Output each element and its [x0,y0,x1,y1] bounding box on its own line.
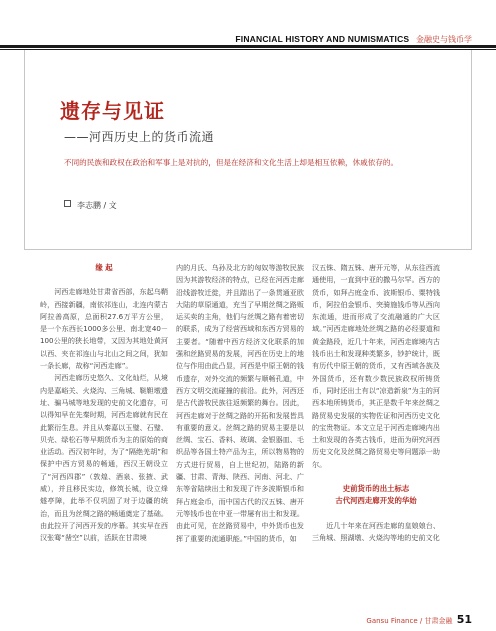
body-column-2 [176,262,304,545]
body-column-3 [312,262,440,544]
paragraph: 汉五铢、隋五铢、唐开元等，从东往西流通使用，一直到中亚的撒马尔罕。西方的货币，如拜占庭金币、波斯银币、粟特钱币，阿拉伯金银币、突骑施钱币等从西向东流通，进而形成了交流融通的广大区域。”河西走廊地处丝绸之路的必经要道和黄金路段，近几十年来，河西走廊境内古钱币出土和发现种类繁多，钞护统计，既有历代中原王朝的货币，又有西域各族及外国货币，还有数少数民族政权所铸货币，同时还出土有以“凉造新泉”为主的河西本地所铸货币，其正是数千年来丝绸之路贸易史发展的实物佐证和河西历史文化的宝贵物证。本文立足于河西走廊境内出土和发现的各类古钱币，进而为研究河西历史文化及丝绸之路贸易史等问题添一助尔。 [312,263,440,469]
square-bullet-icon [64,200,71,207]
paragraph: 河西走廊地处甘肃省西部，东起乌鞘岭，西接新疆，南依祁连山，北连内蒙古阿拉善高原，总面积27.6万平方公里，是一个东西长1000多公里、南北宽40－100公里的狭长地带，又因为其地处黄河以西、夹在祁连山与北山之间之间，犹如一条长廊，故称“河西走廊”。 [40,287,168,371]
section-title-prehistoric-line1: 史前货币的出土标志 [342,484,410,494]
paragraph: 内的月氏、乌孙及北方的匈奴等游牧民族因为其游牧经济的特点，已经在河西走廊沿线游牧迁徙，并且踏出了一条贯通亚欧大陆的草原通道，充当了早期丝绸之路贩运买卖的主角，他们与丝绸之路有着密切的联系，成为了经营西域和东西方贸易的主要者。“随着中西方经济文化联系的加强和丝路贸易的发展，河西在历史上的地位与作用由此凸显，河西是中原王朝的钱币遗存，对外交流的频繁与顺畅孔道，中西方文明交流碰撞的前沿。此外，河西还是古代游牧民族往返频繁的舞台。因此，河西走廊对于丝绸之路的开拓和发展皆具有重要的意义。丝绸之路的贸易主要是以丝绸、宝石、香料、玻璃、金银器皿、毛织品等各国土特产品为主，所以物易物的方式进行贸易，自上世纪初，陆路的新疆、甘肃、青海、陕西、河南、河北、广东等省陆续出土和发现了许多波斯银币和拜占庭金币，而中国古代的汉五铢、唐开元等钱币也在中亚一带屡有出土和发现。由此可见，在丝路贸易中，中外货币也发挥了重要的流通职能。”中国的货币，如 [176,263,304,543]
article-subtitle: ——河西历史上的货币流通 [64,130,215,144]
section-title-prehistoric-line2: 古代河西走廊开发的华始 [335,496,417,506]
article-title: 遗存与见证 [60,99,165,123]
running-header-english: FINANCIAL HISTORY AND NUMISMATICS [235,34,410,44]
journal-name: Gansu Finance / 甘肃金融 [366,617,453,625]
page-number: 51 [456,613,472,626]
section-title-origin: 缘 起 [95,263,113,272]
header-rule [0,45,496,48]
title-frame [24,50,472,250]
author-name: 李志鹏 / 文 [77,201,117,210]
paragraph: 近几十年来在河西走廊的皇娘娘台、三角城、照湖墩、火烧沟等地的史前文化 [312,520,440,542]
author-line [64,200,117,211]
page-footer [366,613,472,626]
article-abstract: 不同的民族和政权在政治和军事上是对抗的，但是在经济和文化生活上却是相互依赖，休戚依存的。 [64,158,399,167]
running-header [235,34,472,45]
running-header-chinese: 金融史与钱币学 [416,35,472,44]
body-column-1 [40,262,168,545]
paragraph: 河西走廊历史悠久、文化灿烂，从境内是嘉峪关、火烧沟、三角城、鞑靼墩遗址、骗马城等地发现的史前文化遗存，可以得知早在先秦时期，河西走廊就有民在此繁衍生息。并且从秦嘉以玉璧、石璧、贝壳、绿松石等早期货币为主的原始的商业活动。西汉初年时，为了“隔绝羌胡”和保护中西方贸易的畅通，西汉王朝设立了“河西四郡”（敦煌、酒泉、张掖、武威），并且移民实边，修筑长城，设立烽燧亭障，此举不仅巩固了对于边疆的统治，而且为丝绸之路的畅通奠定了基础。由此拉开了河西开发的序幕。其实早在西汉张骞“凿空”以前，活跃在甘肃境 [40,373,168,543]
